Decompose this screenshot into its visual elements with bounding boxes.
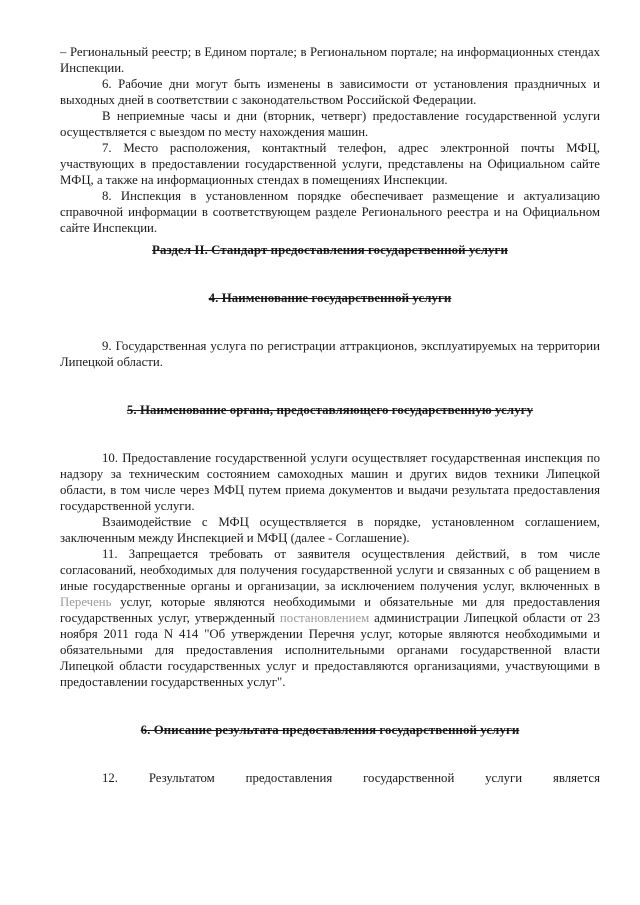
document-page xyxy=(60,44,600,786)
heading-6: 6. Описание результата предоставления государственной услуги xyxy=(140,723,520,737)
paragraph-10b: Взаимодействие с МФЦ осуществляется в порядке, установленном соглашением, заключенным между Инспекцией и МФЦ (далее - Соглашение). xyxy=(60,515,600,545)
paragraph-registries: – Региональный реестр; в Едином портале; в Региональном портале; на информационных стендах Инспекции. xyxy=(60,45,600,75)
paragraph-7: 7. Место расположения, контактный телефон, адрес электронной почты МФЦ, участвующих в предоставлении государственной услуги, представлены на Официальном сайте МФЦ, а также на информационных стендах в помещениях Инспекции. xyxy=(60,141,600,187)
paragraph-8: 8. Инспекция в установленном порядке обеспечивает размещение и актуализацию справочной информации в соответствующем разделе Регионального реестра и на Официальном сайте Инспекции. xyxy=(60,189,600,235)
paragraph-9: 9. Государственная услуга по регистрации аттракционов, эксплуатируемых на территории Липецкой области. xyxy=(60,339,600,369)
section-2-heading: Раздел II. Стандарт предоставления государственной услуги xyxy=(152,243,508,257)
link-postanovlenie[interactable]: постановлением xyxy=(279,611,370,625)
heading-4: 4. Наименование государственной услуги xyxy=(208,291,452,305)
paragraph-12: 12. Результатом предоставления государственной услуги является xyxy=(102,771,600,785)
paragraph-10: 10. Предоставление государственной услуги осуществляет государственная инспекция по надзору за техническим состоянием самоходных машин и других видов техники Липецкой области, в том числе через МФЦ путем приема документов и выдачи результата предоставления государственной услуги. xyxy=(60,451,600,513)
paragraph-off-hours: В неприемные часы и дни (вторник, четверг) предоставление государственной услуги осуществляется с выездом по месту нахождения машин. xyxy=(60,109,600,139)
link-perechen[interactable]: Перечень xyxy=(60,595,112,609)
paragraph-6: 6. Рабочие дни могут быть изменены в зависимости от установления праздничных и выходных дней в соответствии с законодательством Российской Федерации. xyxy=(60,77,600,107)
heading-5: 5. Наименование органа, предоставляющего государственную услугу xyxy=(126,403,534,417)
paragraph-11: 11. Запрещается требовать от заявителя осуществления действий, в том числе согласований, необходимых для получения государственной услуги и связанных с об ращением в иные государственные органы и организации, за исключением получения услуг, включенных в Перечень услуг, которые являются необходимыми и обязательные ми для предоставления государственных услуг, утвержденный постановлением администрации Липецкой области от 23 ноября 2011 года N 414 "Об утверждении Перечня услуг, которые являются необходимыми и обязательными для предоставления исполнительными органами государственной власти Липецкой области государственных услуг и предоставляются организациями, участвующими в предоставлении государственных услуг". xyxy=(60,547,600,689)
